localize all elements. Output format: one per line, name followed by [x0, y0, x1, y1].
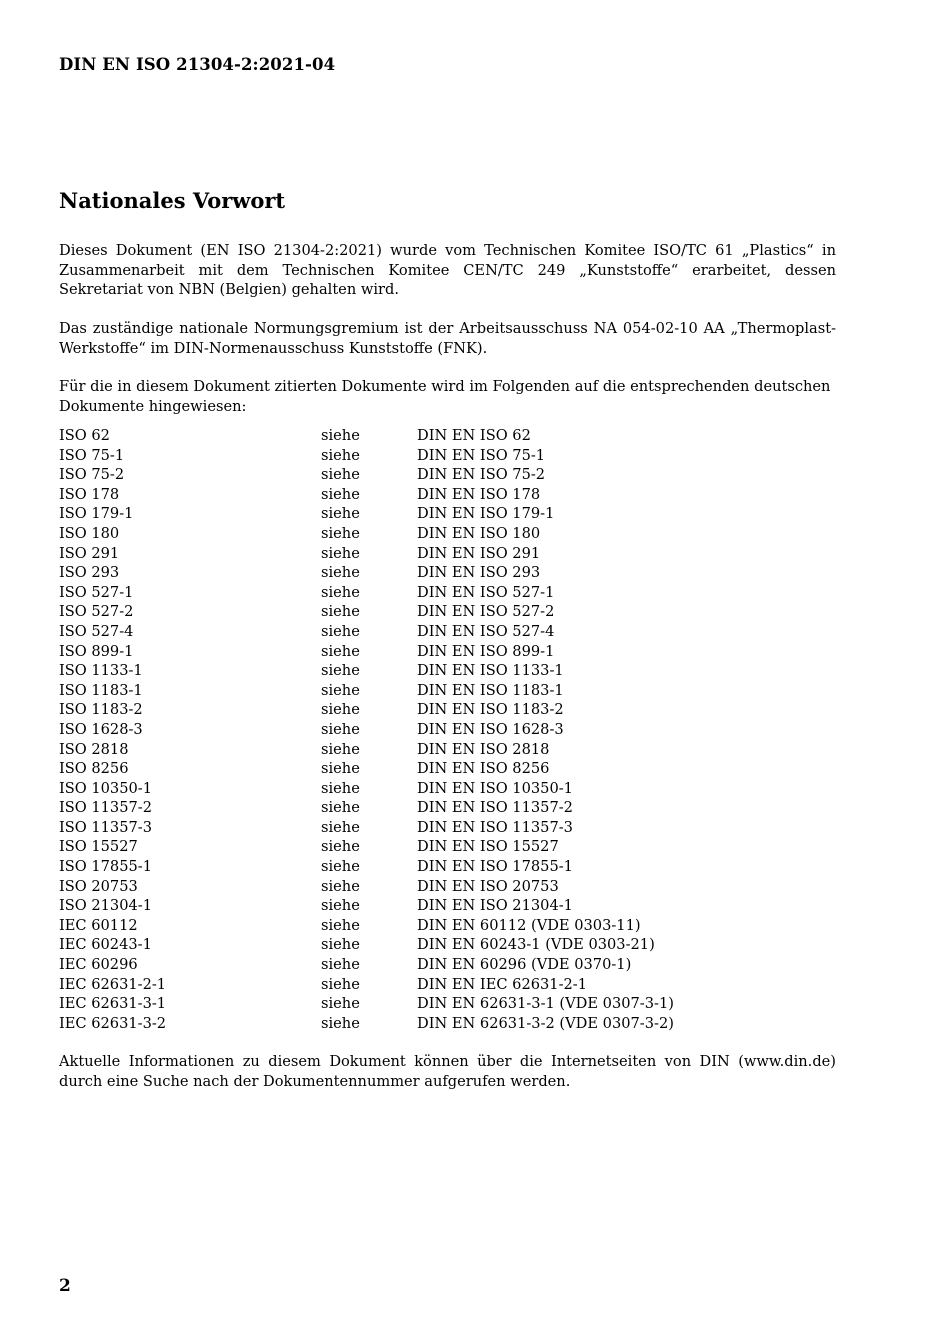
- reference-din: DIN EN ISO 899-1: [417, 642, 555, 660]
- reference-see: siehe: [321, 975, 360, 993]
- reference-din: DIN EN ISO 1628-3: [417, 720, 564, 738]
- paragraph-national-body: Das zuständige nationale Normungsgremium ist der Arbeitsausschuss NA 054-02-10 AA „Thermoplast-Werkstoffe“ im DIN-Normenausschuss Kunststoffe (FNK).: [59, 320, 836, 357]
- reference-din: DIN EN ISO 8256: [417, 760, 550, 778]
- reference-see: siehe: [321, 1014, 360, 1032]
- reference-see: siehe: [321, 505, 360, 523]
- reference-iso: ISO 1183-1: [59, 681, 143, 699]
- reference-see: siehe: [321, 995, 360, 1013]
- reference-row: [59, 877, 817, 897]
- reference-row: [59, 563, 817, 583]
- reference-see: siehe: [321, 740, 360, 758]
- reference-see: siehe: [321, 564, 360, 582]
- reference-din: DIN EN ISO 1133-1: [417, 662, 564, 680]
- reference-din: DIN EN ISO 75-1: [417, 446, 546, 464]
- reference-iso: IEC 60296: [59, 956, 138, 974]
- reference-iso: ISO 20753: [59, 877, 138, 895]
- reference-din: DIN EN ISO 10350-1: [417, 779, 573, 797]
- reference-see: siehe: [321, 603, 360, 621]
- reference-see: siehe: [321, 897, 360, 915]
- reference-row: [59, 544, 817, 564]
- reference-see: siehe: [321, 779, 360, 797]
- reference-see: siehe: [321, 936, 360, 954]
- reference-row: [59, 779, 817, 799]
- reference-iso: ISO 75-1: [59, 446, 125, 464]
- reference-din: DIN EN 62631-3-1 (VDE 0307-3-1): [417, 995, 674, 1013]
- reference-iso: IEC 60112: [59, 916, 138, 934]
- reference-row: [59, 524, 817, 544]
- reference-see: siehe: [321, 799, 360, 817]
- reference-iso: ISO 62: [59, 427, 110, 444]
- reference-din: DIN EN ISO 15527: [417, 838, 559, 856]
- reference-see: siehe: [321, 956, 360, 974]
- document-id-header: DIN EN ISO 21304-2:2021-04: [59, 55, 336, 74]
- reference-row: [59, 916, 817, 936]
- reference-iso: ISO 10350-1: [59, 779, 153, 797]
- reference-see: siehe: [321, 838, 360, 856]
- reference-iso: ISO 11357-3: [59, 818, 153, 836]
- paragraph-references-intro: Für die in diesem Dokument zitierten Dokumente wird im Folgenden auf die entsprechenden deutschen Dokumente hingewiesen:: [59, 378, 831, 415]
- reference-iso: IEC 62631-2-1: [59, 975, 167, 993]
- reference-row: [59, 426, 817, 446]
- reference-din: DIN EN IEC 62631-2-1: [417, 975, 588, 993]
- reference-iso: ISO 2818: [59, 740, 129, 758]
- paragraph-info: Aktuelle Informationen zu diesem Dokument können über die Internetseiten von DIN (www.din.de) durch eine Suche nach der Dokumentennummer aufgerufen werden.: [59, 1053, 836, 1090]
- reference-din: DIN EN ISO 20753: [417, 877, 559, 895]
- reference-din: DIN EN ISO 527-4: [417, 622, 555, 640]
- reference-din: DIN EN 60112 (VDE 0303-11): [417, 916, 641, 934]
- reference-iso: ISO 291: [59, 544, 120, 562]
- reference-row: [59, 955, 817, 975]
- reference-see: siehe: [321, 858, 360, 876]
- reference-see: siehe: [321, 524, 360, 542]
- reference-row: [59, 485, 817, 505]
- reference-iso: ISO 899-1: [59, 642, 134, 660]
- reference-iso: ISO 17855-1: [59, 858, 153, 876]
- reference-iso: ISO 1183-2: [59, 701, 143, 719]
- reference-iso: ISO 293: [59, 564, 120, 582]
- reference-din: DIN EN ISO 180: [417, 524, 541, 542]
- reference-din: DIN EN ISO 527-1: [417, 583, 555, 601]
- reference-din: DIN EN ISO 1183-2: [417, 701, 564, 719]
- reference-row: [59, 994, 817, 1014]
- reference-row: [59, 935, 817, 955]
- reference-din: DIN EN ISO 75-2: [417, 466, 546, 484]
- reference-iso: ISO 1133-1: [59, 662, 143, 680]
- reference-iso: ISO 527-2: [59, 603, 134, 621]
- reference-see: siehe: [321, 642, 360, 660]
- reference-din: DIN EN 62631-3-2 (VDE 0307-3-2): [417, 1014, 674, 1032]
- reference-din: DIN EN ISO 11357-3: [417, 818, 573, 836]
- reference-row: [59, 700, 817, 720]
- reference-row: [59, 622, 817, 642]
- reference-see: siehe: [321, 485, 360, 503]
- reference-iso: IEC 62631-3-2: [59, 1014, 167, 1032]
- reference-din: DIN EN ISO 11357-2: [417, 799, 573, 817]
- reference-iso: ISO 178: [59, 485, 120, 503]
- reference-row: [59, 740, 817, 760]
- reference-see: siehe: [321, 446, 360, 464]
- reference-iso: ISO 527-1: [59, 583, 134, 601]
- reference-row: [59, 446, 817, 466]
- reference-din: DIN EN ISO 527-2: [417, 603, 555, 621]
- reference-iso: ISO 1628-3: [59, 720, 143, 738]
- reference-row: [59, 720, 817, 740]
- section-title: Nationales Vorwort: [59, 188, 286, 213]
- reference-iso: ISO 527-4: [59, 622, 134, 640]
- reference-din: DIN EN ISO 293: [417, 564, 541, 582]
- reference-row: [59, 1014, 817, 1034]
- reference-row: [59, 681, 817, 701]
- page-number: 2: [59, 1276, 71, 1296]
- reference-din: DIN EN ISO 291: [417, 544, 541, 562]
- reference-row: [59, 798, 817, 818]
- reference-din: DIN EN ISO 178: [417, 485, 541, 503]
- reference-see: siehe: [321, 720, 360, 738]
- paragraph-committee: Dieses Dokument (EN ISO 21304-2:2021) wurde vom Technischen Komitee ISO/TC 61 „Plastics“ in Zusammenarbeit mit dem Technischen Komitee CEN/TC 249 „Kunststoffe“ erarbeitet, dessen Sekretariat von NBN (Belgien) gehalten wird.: [59, 242, 836, 299]
- reference-see: siehe: [321, 662, 360, 680]
- reference-row: [59, 857, 817, 877]
- reference-iso: ISO 75-2: [59, 466, 125, 484]
- reference-row: [59, 837, 817, 857]
- reference-see: siehe: [321, 466, 360, 484]
- reference-iso: ISO 8256: [59, 760, 129, 778]
- reference-iso: ISO 21304-1: [59, 897, 153, 915]
- reference-see: siehe: [321, 427, 360, 444]
- reference-row: [59, 661, 817, 681]
- reference-row: [59, 896, 817, 916]
- reference-row: [59, 975, 817, 995]
- reference-see: siehe: [321, 681, 360, 699]
- reference-din: DIN EN ISO 21304-1: [417, 897, 573, 915]
- reference-iso: ISO 11357-2: [59, 799, 153, 817]
- reference-din: DIN EN ISO 2818: [417, 740, 550, 758]
- reference-iso: IEC 62631-3-1: [59, 995, 167, 1013]
- reference-see: siehe: [321, 544, 360, 562]
- reference-din: DIN EN 60296 (VDE 0370-1): [417, 956, 632, 974]
- reference-see: siehe: [321, 701, 360, 719]
- reference-see: siehe: [321, 622, 360, 640]
- reference-row: [59, 642, 817, 662]
- reference-table: [59, 426, 817, 1033]
- reference-row: [59, 465, 817, 485]
- reference-iso: ISO 179-1: [59, 505, 134, 523]
- reference-din: DIN EN ISO 1183-1: [417, 681, 564, 699]
- reference-iso: ISO 180: [59, 524, 120, 542]
- reference-iso: ISO 15527: [59, 838, 138, 856]
- reference-din: DIN EN 60243-1 (VDE 0303-21): [417, 936, 655, 954]
- reference-see: siehe: [321, 760, 360, 778]
- reference-row: [59, 818, 817, 838]
- reference-row: [59, 504, 817, 524]
- reference-row: [59, 759, 817, 779]
- reference-row: [59, 583, 817, 603]
- reference-iso: IEC 60243-1: [59, 936, 152, 954]
- reference-din: DIN EN ISO 179-1: [417, 505, 555, 523]
- reference-row: [59, 602, 817, 622]
- reference-see: siehe: [321, 877, 360, 895]
- reference-see: siehe: [321, 583, 360, 601]
- reference-din: DIN EN ISO 17855-1: [417, 858, 573, 876]
- reference-see: siehe: [321, 916, 360, 934]
- reference-see: siehe: [321, 818, 360, 836]
- reference-din: DIN EN ISO 62: [417, 427, 531, 444]
